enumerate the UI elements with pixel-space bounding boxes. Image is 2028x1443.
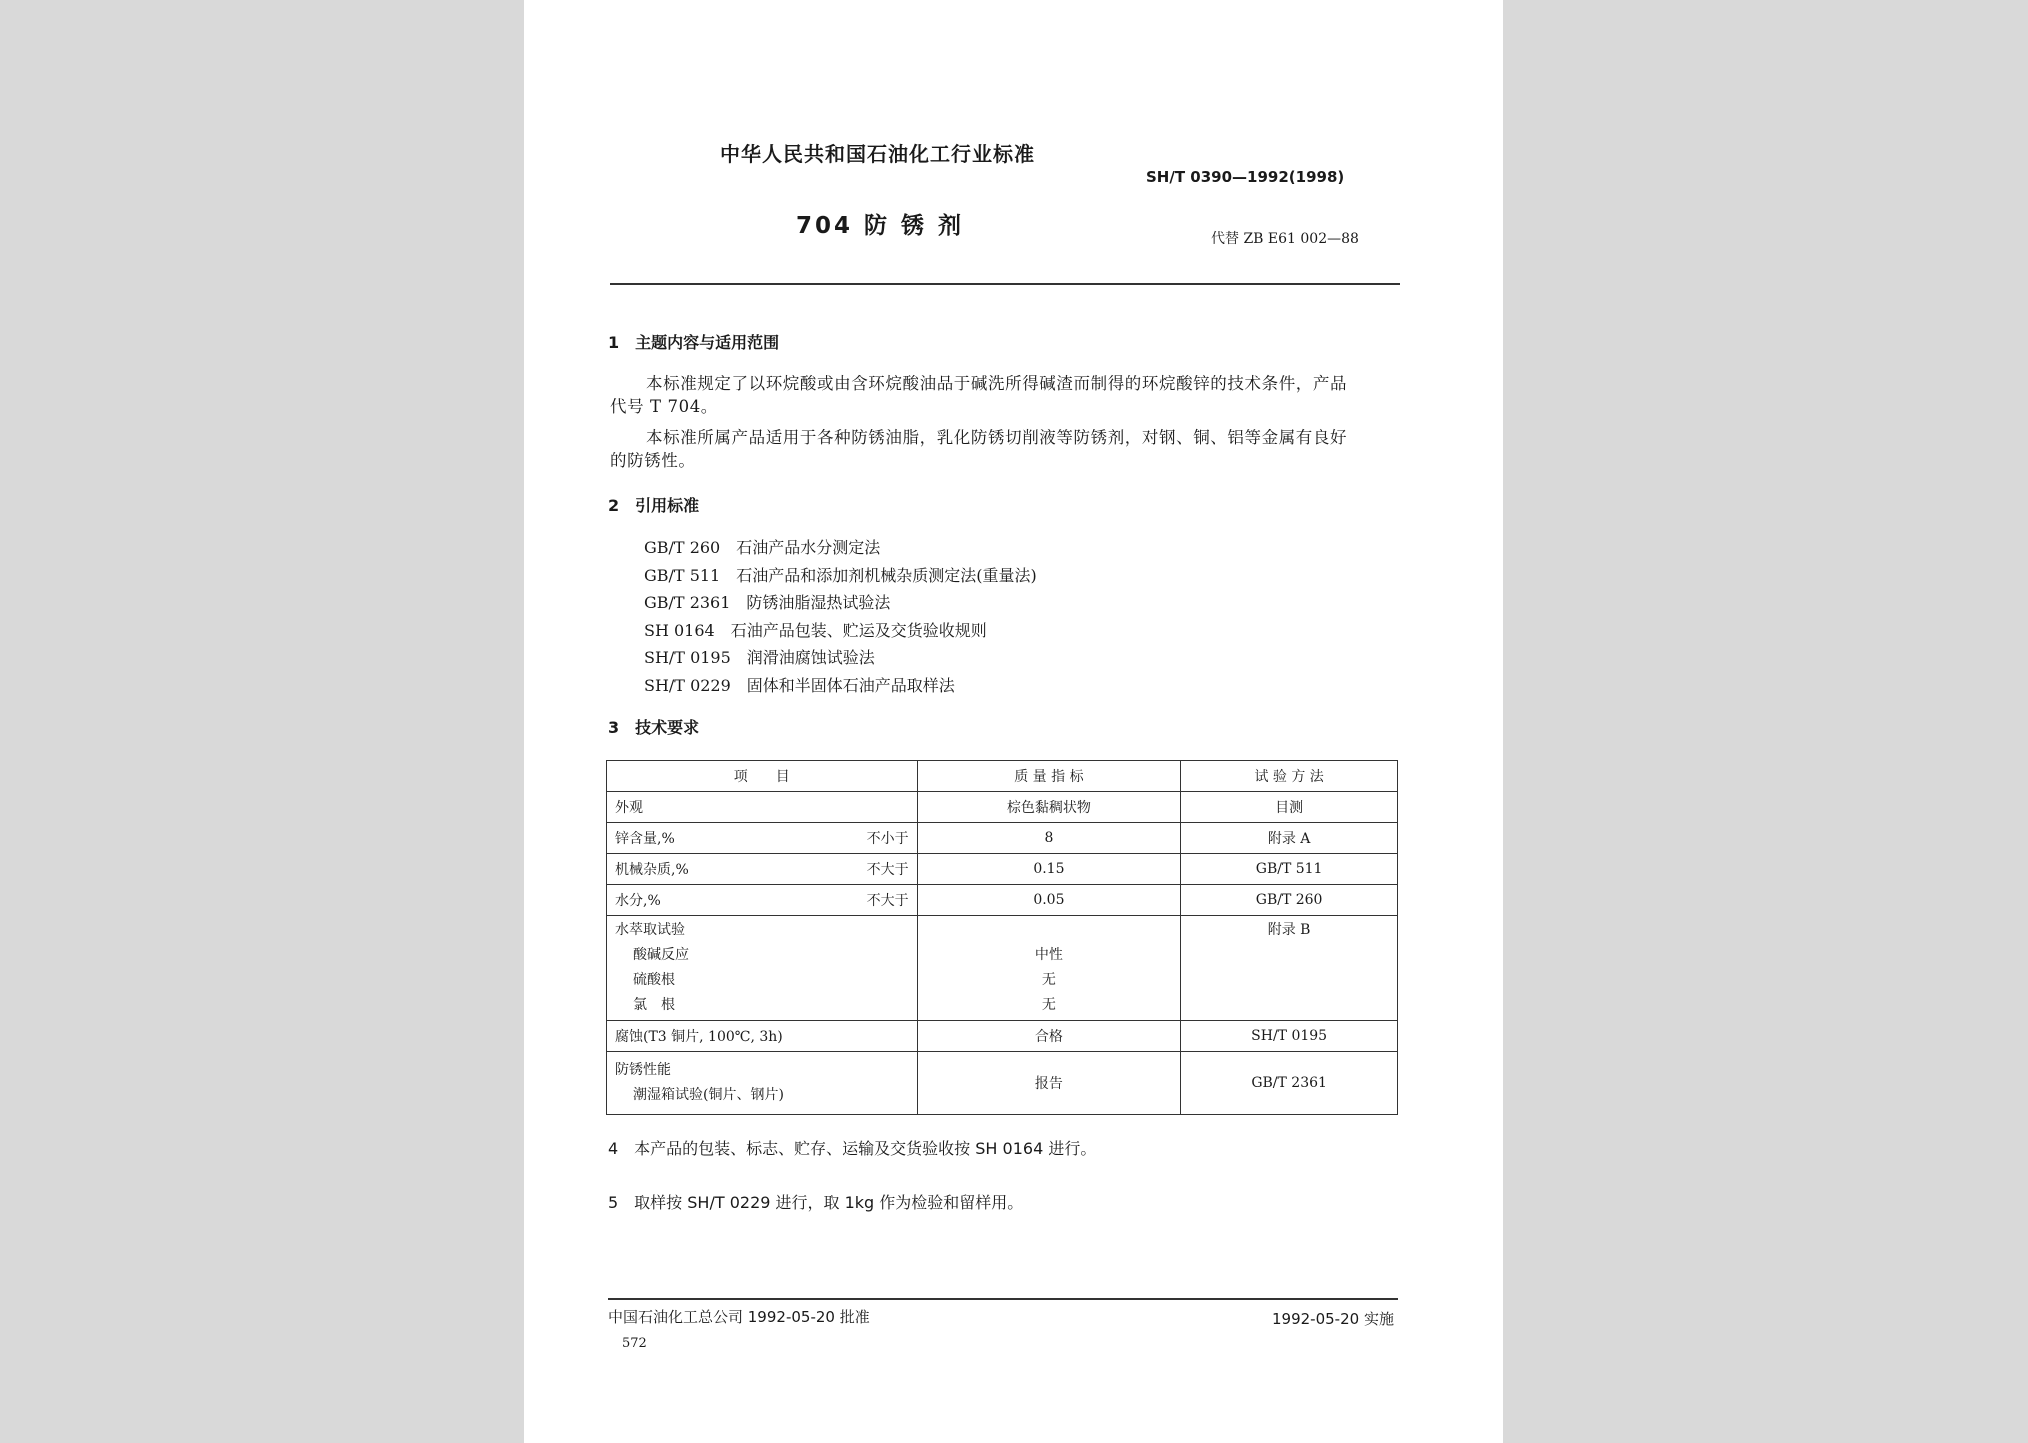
section-1-para-1-line-1: 本标准规定了以环烷酸或由含环烷酸油品于碱洗所得碱渣而制得的环烷酸锌的技术条件，产品 [646, 374, 1348, 393]
row-item: 腐蚀(T3 铜片, 100℃, 3h) [607, 1021, 918, 1052]
footer-rule [608, 1298, 1398, 1300]
section-5-text: 5 取样按 SH/T 0229 进行，取 1kg 作为检验和留样用。 [608, 1193, 1024, 1212]
org-title: 中华人民共和国石油化工行业标准 [720, 142, 1035, 166]
row-method: 附录 B [1181, 916, 1398, 1021]
document-title: 704 防 锈 剂 [796, 213, 965, 239]
document-page [524, 0, 1503, 1443]
table-row [607, 792, 1398, 823]
replaces-note: 代替 ZB E61 002—88 [1211, 231, 1359, 247]
standard-number: SH/T 0390—1992(1998) [1146, 168, 1345, 186]
row-value: 棕色黏稠状物 [917, 792, 1181, 823]
row-item: 机械杂质,% 不大于 [607, 854, 918, 885]
row-value: 0.15 [917, 854, 1181, 885]
reference-item: SH/T 0229 固体和半固体石油产品取样法 [644, 675, 955, 695]
page-number: 572 [622, 1336, 647, 1351]
reference-item: SH 0164 石油产品包装、贮运及交货验收规则 [644, 620, 987, 640]
row-method: GB/T 260 [1181, 885, 1398, 916]
section-1-para-2-line-1: 本标准所属产品适用于各种防锈油脂，乳化防锈切削液等防锈剂，对钢、铜、铝等金属有良好 [646, 428, 1348, 447]
row-method: GB/T 2361 [1181, 1052, 1398, 1115]
row-item: 水萃取试验 酸碱反应 硫酸根 氯 根 [607, 916, 918, 1021]
header-item: 项 目 [607, 761, 918, 792]
row-value: 报告 [917, 1052, 1181, 1115]
row-method: SH/T 0195 [1181, 1021, 1398, 1052]
table-row [607, 1021, 1398, 1052]
row-value: 0.05 [917, 885, 1181, 916]
row-value: 中性 无 无 [917, 916, 1181, 1021]
section-4-text: 4 本产品的包装、标志、贮存、运输及交货验收按 SH 0164 进行。 [608, 1139, 1097, 1158]
approval-line: 中国石油化工总公司 1992-05-20 批准 [608, 1308, 870, 1326]
table-header-row [607, 761, 1398, 792]
row-item: 水分,% 不大于 [607, 885, 918, 916]
row-method: GB/T 511 [1181, 854, 1398, 885]
table-row [607, 854, 1398, 885]
row-value: 合格 [917, 1021, 1181, 1052]
header-rule [610, 283, 1400, 285]
section-2-heading: 2 引用标准 [608, 496, 700, 515]
reference-item: SH/T 0195 润滑油腐蚀试验法 [644, 648, 875, 668]
section-1-para-1-line-2: 代号 T 704。 [610, 397, 718, 416]
header-value: 质 量 指 标 [917, 761, 1181, 792]
row-item: 锌含量,% 不小于 [607, 823, 918, 854]
row-method: 附录 A [1181, 823, 1398, 854]
table-row [607, 823, 1398, 854]
reference-item: GB/T 260 石油产品水分测定法 [644, 538, 881, 557]
table-row [607, 885, 1398, 916]
table-row-water-extract [607, 916, 1398, 1021]
section-1-para-2-line-2: 的防锈性。 [610, 451, 696, 470]
section-3-heading: 3 技术要求 [608, 718, 700, 737]
row-item: 防锈性能 潮湿箱试验(铜片、钢片) [607, 1052, 918, 1115]
row-value: 8 [917, 823, 1181, 854]
row-method: 目测 [1181, 792, 1398, 823]
technical-requirements-table [606, 760, 1398, 1115]
row-item: 外观 [607, 792, 918, 823]
header-method: 试 验 方 法 [1181, 761, 1398, 792]
table-row-rust [607, 1052, 1398, 1115]
implementation-date: 1992-05-20 实施 [1272, 1310, 1394, 1328]
reference-list [644, 534, 1037, 700]
reference-item: GB/T 2361 防锈油脂湿热试验法 [644, 593, 891, 613]
section-1-heading: 1 主题内容与适用范围 [608, 333, 780, 352]
reference-item: GB/T 511 石油产品和添加剂机械杂质测定法(重量法) [644, 565, 1037, 585]
